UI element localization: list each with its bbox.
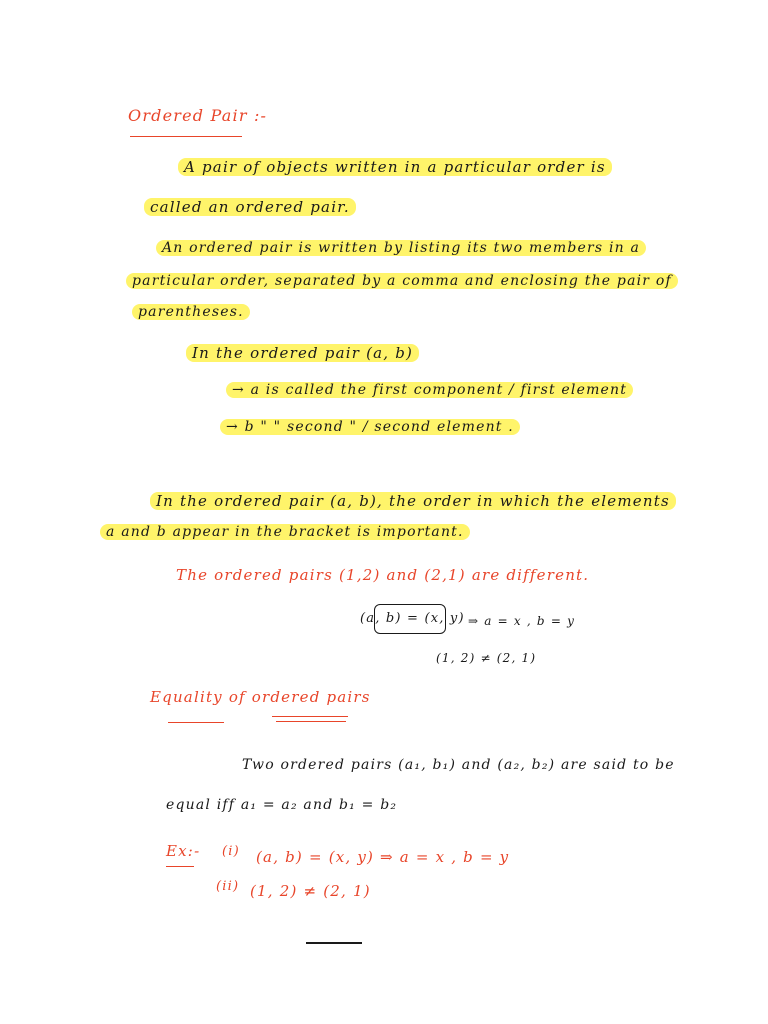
- math-equality-rhs: ⇒ a = x , b = y: [468, 614, 576, 628]
- components-second: [220, 419, 520, 435]
- different-note: The ordered pairs (1,2) and (2,1) are different.: [176, 566, 590, 584]
- components-intro: [186, 344, 419, 362]
- example-2-number: (ii): [216, 879, 240, 894]
- example-2: (1, 2) ≠ (2, 1): [250, 882, 371, 900]
- heading-equality-underline-3: [276, 721, 346, 722]
- order-note-line-2: [100, 524, 470, 540]
- example-1: (a, b) = (x, y) ⇒ a = x , b = y: [256, 848, 510, 866]
- highlight-order-note-1: In the ordered pair (a, b), the order in which the elements: [150, 492, 676, 510]
- order-note-line-1: [150, 492, 676, 510]
- pen-stroke: [306, 942, 362, 944]
- highlight-explanation-2: particular order, separated by a comma and enclosing the pair of: [126, 273, 678, 289]
- heading-equality: Equality of ordered pairs: [150, 688, 371, 706]
- highlight-definition-1: A pair of objects written in a particular order is: [178, 158, 612, 176]
- definition-line-1: [178, 158, 612, 176]
- highlight-explanation-3: parentheses.: [132, 304, 250, 320]
- highlight-components-first: → a is called the first component / first element: [226, 382, 633, 398]
- heading-underline: [130, 136, 242, 137]
- math-inequality: (1, 2) ≠ (2, 1): [436, 651, 537, 665]
- highlight-definition-2: called an ordered pair.: [144, 198, 356, 216]
- example-1-number: (i): [222, 844, 240, 859]
- explanation-line-2: [126, 273, 678, 289]
- heading-ordered-pair: Ordered Pair :-: [128, 106, 268, 125]
- highlight-components-intro: In the ordered pair (a, b): [186, 344, 419, 362]
- math-equality-lhs: (a, b) = (x, y): [360, 611, 465, 626]
- highlight-components-second: → b " " second " / second element .: [220, 419, 520, 435]
- heading-equality-underline-1: [168, 722, 224, 723]
- examples-label-underline: [166, 866, 194, 867]
- highlight-explanation-1: An ordered pair is written by listing its two members in a: [156, 240, 646, 256]
- examples-label: Ex:-: [166, 842, 201, 860]
- definition-line-2: [144, 198, 356, 216]
- equality-def-line-2: equal iff a₁ = a₂ and b₁ = b₂: [166, 797, 398, 813]
- heading-equality-underline-2: [272, 716, 348, 717]
- explanation-line-3: [132, 304, 250, 320]
- equality-def-line-1: Two ordered pairs (a₁, b₁) and (a₂, b₂) are said to be: [242, 757, 675, 773]
- components-first: [226, 382, 633, 398]
- highlight-order-note-2: a and b appear in the bracket is important.: [100, 524, 470, 540]
- explanation-line-1: [156, 240, 646, 256]
